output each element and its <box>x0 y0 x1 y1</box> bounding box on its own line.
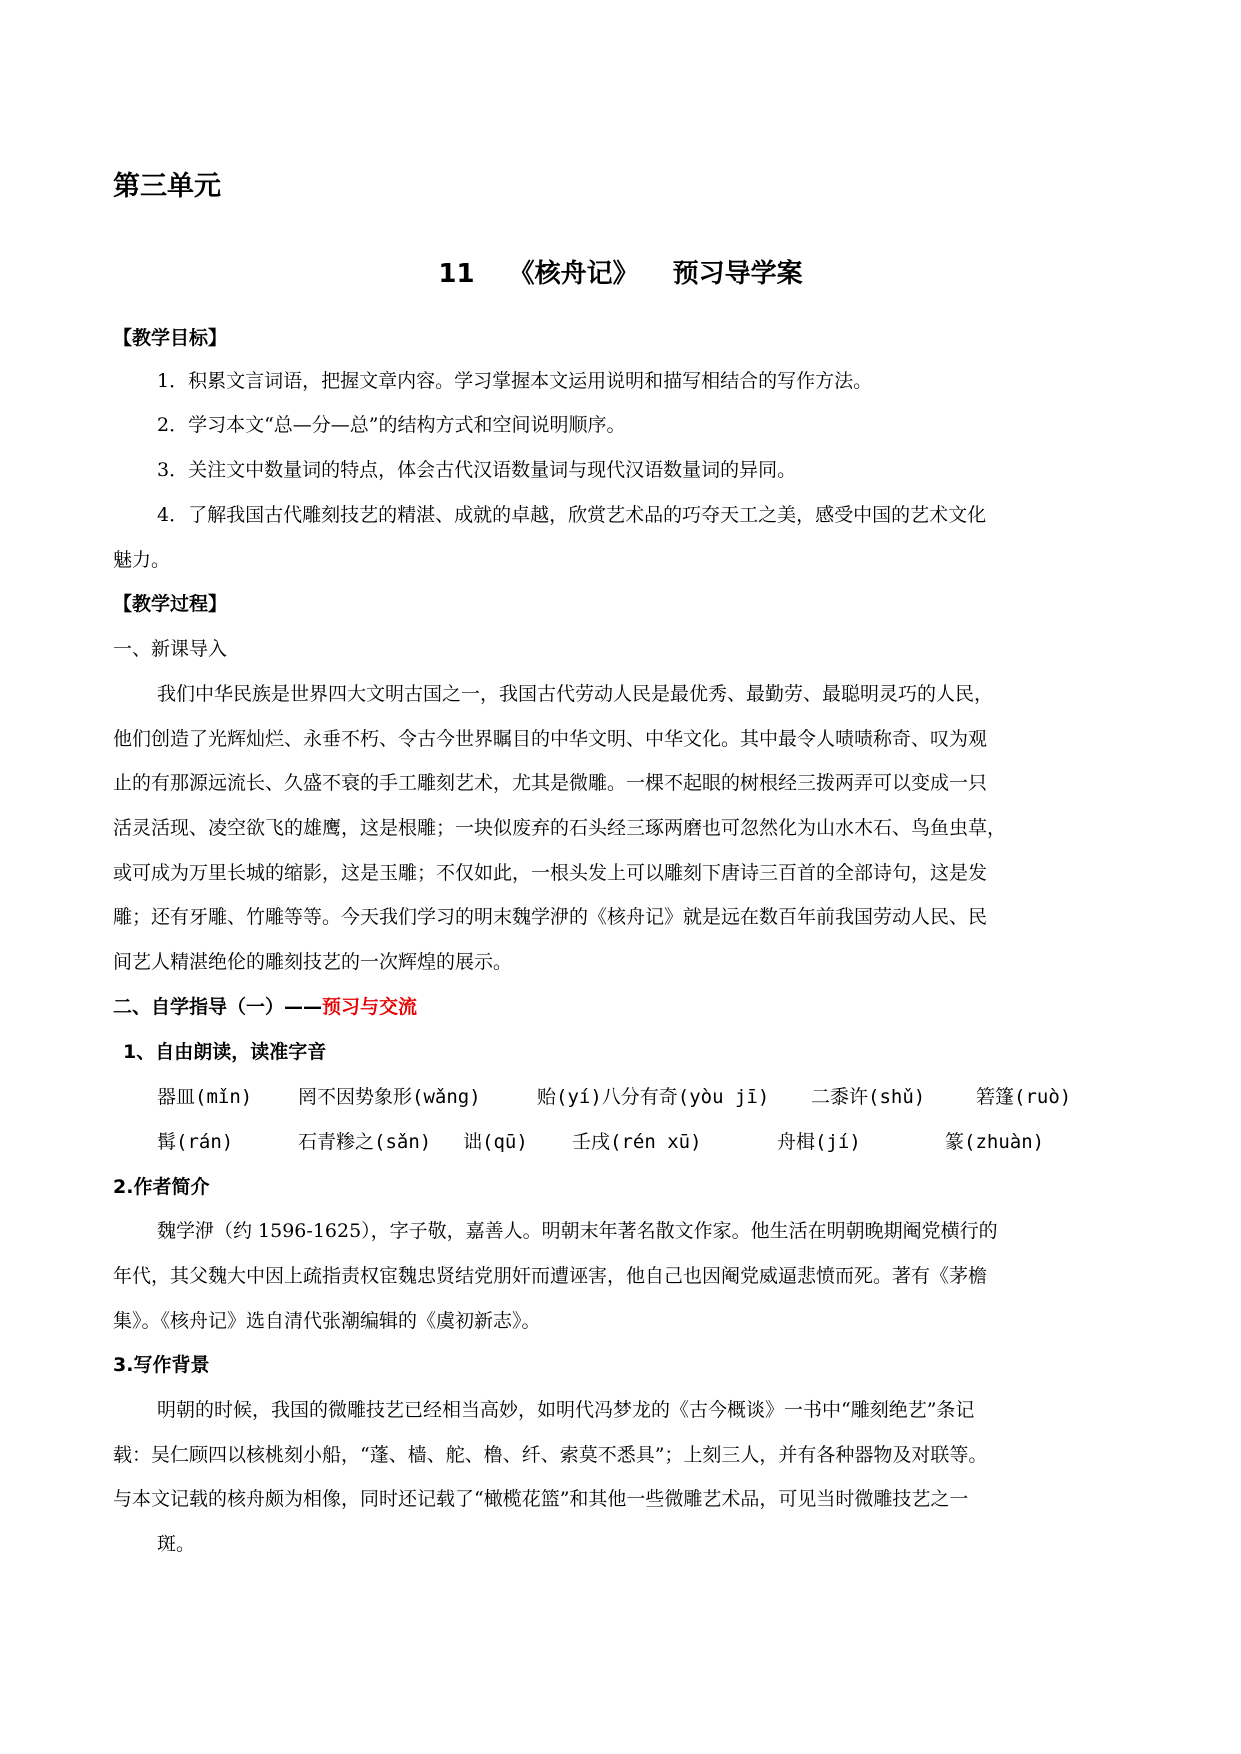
goal-item: 1．积累文言词语，把握文章内容。学习掌握本文运用说明和描写相结合的写作方法。 <box>157 370 873 392</box>
pinyin-item: 诎(qū) <box>463 1131 528 1153</box>
pinyin-item: 二黍许(shǔ) <box>811 1086 926 1108</box>
author-line: 魏学洢（约 1596-1625），字子敬，嘉善人。明朝末年著名散文作家。他生活在明朝晚期阉党横行的 <box>157 1220 998 1242</box>
process-heading: 【教学过程】 <box>113 593 228 615</box>
background-heading: 3.写作背景 <box>113 1354 210 1376</box>
author-heading: 2.作者简介 <box>113 1176 210 1198</box>
self-study-heading <box>113 992 417 1019</box>
self-study-heading-prefix: 二、自学指导（一）—— <box>113 996 323 1018</box>
intro-line: 止的有那源远流长、久盛不衰的手工雕刻艺术，尤其是微雕。一棵不起眼的树根经三拨两弄可以变成一只 <box>113 772 988 794</box>
unit-heading: 第三单元 <box>113 171 221 202</box>
self-study-heading-highlight: 预习与交流 <box>322 996 418 1018</box>
intro-line: 或可成为万里长城的缩影，这是玉雕；不仅如此，一根头发上可以雕刻下唐诗三百首的全部诗句，这是发 <box>113 862 988 884</box>
background-line: 斑。 <box>157 1533 196 1555</box>
goal-item: 2．学习本文“总—分—总”的结构方式和空间说明顺序。 <box>157 414 626 436</box>
intro-line: 我们中华民族是世界四大文明古国之一，我国古代劳动人民是最优秀、最勤劳、最聪明灵巧的人民， <box>157 683 994 705</box>
pinyin-item: 篆(zhuàn) <box>945 1131 1045 1153</box>
reading-heading: 1、自由朗读，读准字音 <box>123 1041 327 1063</box>
lesson-title <box>0 253 1241 290</box>
pinyin-item: 贻(yí)八分有奇(yòu jī) <box>537 1086 770 1108</box>
intro-line: 雕；还有牙雕、竹雕等等。今天我们学习的明末魏学洢的《核舟记》就是远在数百年前我国劳动人民、民 <box>113 906 988 928</box>
pinyin-item: 壬戌(rén xū) <box>572 1131 702 1153</box>
pinyin-item: 舟楫(jí) <box>777 1131 861 1153</box>
background-line: 与本文记载的核舟颇为相像，同时还记载了“橄榄花篮”和其他一些微雕艺术品，可见当时微雕技艺之一 <box>113 1488 969 1510</box>
intro-heading: 一、新课导入 <box>113 638 228 660</box>
lesson-subtitle: 预习导学案 <box>672 259 803 289</box>
goal-item: 3．关注文中数量词的特点，体会古代汉语数量词与现代汉语数量词的异同。 <box>157 459 797 481</box>
pinyin-item: 罔不因势象形(wǎng) <box>298 1086 481 1108</box>
pinyin-item: 石青糁之(sǎn) <box>298 1131 432 1153</box>
pinyin-item: 器皿(mǐn) <box>157 1086 253 1108</box>
goal-item: 4．了解我国古代雕刻技艺的精湛、成就的卓越，欣赏艺术品的巧夺天工之美，感受中国的艺术文化 <box>157 504 987 526</box>
author-line: 集》。《核舟记》选自清代张潮编辑的《虞初新志》。 <box>113 1310 541 1332</box>
background-line: 载：吴仁顾四以核桃刻小船，“蓬、樯、舵、橹、纤、索莫不悉具”；上刻三人，并有各种器物及对联等。 <box>113 1444 988 1466</box>
pinyin-item: 髯(rán) <box>157 1131 234 1153</box>
lesson-number: 11 <box>438 259 475 289</box>
author-line: 年代，其父魏大中因上疏指责权宦魏忠贤结党朋奸而遭诬害，他自己也因阉党威逼悲愤而死。著有《茅檐 <box>113 1265 988 1287</box>
intro-line: 他们创造了光辉灿烂、永垂不朽、令古今世界瞩目的中华文明、中华文化。其中最令人啧啧称奇、叹为观 <box>113 728 988 750</box>
pinyin-item: 箬篷(ruò) <box>976 1086 1072 1108</box>
goal-item: 魅力。 <box>113 549 171 571</box>
intro-line: 间艺人精湛绝伦的雕刻技艺的一次辉煌的展示。 <box>113 951 513 973</box>
intro-line: 活灵活现、凌空欲飞的雄鹰，这是根雕；一块似废弃的石头经三琢两磨也可忽然化为山水木石、鸟鱼虫草， <box>113 817 1007 839</box>
lesson-name: 《核舟记》 <box>508 259 639 289</box>
background-line: 明朝的时候，我国的微雕技艺已经相当高妙，如明代冯梦龙的《古今概谈》一书中“雕刻绝艺”条记 <box>157 1399 975 1421</box>
goals-heading: 【教学目标】 <box>113 327 228 349</box>
